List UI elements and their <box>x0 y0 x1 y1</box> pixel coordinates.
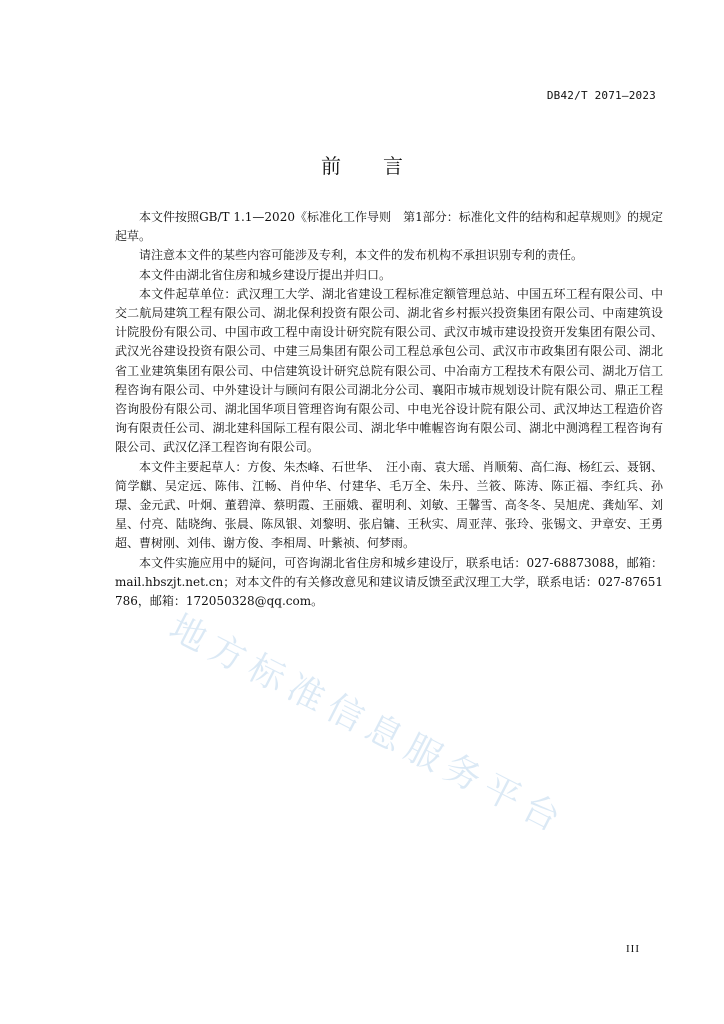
page-title: 前言 <box>321 154 445 178</box>
standard-number: DB42/T 2071—2023 <box>546 89 656 102</box>
page-number: III <box>626 943 640 955</box>
paragraph-drafting-units: 本文件起草单位：武汉理工大学、湖北省建设工程标准定额管理总站、中国五环工程有限公司、中交二航局建筑工程有限公司、湖北保利投资有限公司、湖北省乡村振兴投资集团有限公司、中南建筑设计院股份有限公司、中国市政工程中南设计研究院有限公司、武汉市城市建设投资开发集团有限公司、武汉光谷建设投资有限公司、中建三局集团有限公司工程总承包公司、武汉市市政集团有限公司、湖北省工业建筑集团有限公司、中信建筑设计研究总院有限公司、中冶南方工程技术有限公司、湖北万信工程咨询有限公司、中外建设计与顾问有限公司湖北分公司、襄阳市城市规划设计院有限公司、鼎正工程咨询股份有限公司、湖北国华项目管理咨询有限公司、中电光谷设计院有限公司、武汉坤达工程造价咨询有限责任公司、湖北建科国际工程有限公司、湖北华中帷幄咨询有限公司、湖北中测鸿程工程咨询有限公司、武汉亿泽工程咨询有限公司。 <box>115 286 663 455</box>
paragraph-contact: 本文件实施应用中的疑问，可咨询湖北省住房和城乡建设厅，联系电话：027-68873088，邮箱：mail.hbszjt.net.cn；对本文件的有关修改意见和建议请反馈至武汉理工大学，联系电话：027-87651786，邮箱：172050328@qq.com。 <box>115 555 663 609</box>
paragraph-drafting-rules: 本文件按照GB/T 1.1—2020《标准化工作导则 第1部分：标准化文件的结构和起草规则》的规定起草。 <box>115 210 663 244</box>
paragraph-proposer: 本文件由湖北省住房和城乡建设厅提出并归口。 <box>139 267 392 282</box>
foreword-body <box>115 208 663 611</box>
paragraph-patent-notice: 请注意本文件的某些内容可能涉及专利，本文件的发布机构不承担识别专利的责任。 <box>139 248 584 263</box>
paragraph-drafters: 本文件主要起草人：方俊、朱杰峰、石世华、 汪小南、袁大瑶、肖顺菊、高仁海、杨红云、聂钢、简学麒、吴定远、陈伟、江畅、肖仲华、付建华、毛万全、朱丹、兰筱、陈涛、陈正福、李红兵、孙璟、金元武、叶炯、董碧漳、蔡明霞、王丽娥、翟明利、刘敏、王馨雪、高冬冬、吴旭虎、龚灿军、刘星、付亮、陆晓绚、张晨、陈凤银、刘黎明、张启镛、王秋实、周亚萍、张玲、张锡文、尹章安、王勇超、曹树刚、刘伟、谢方俊、李相周、叶紫祯、何梦雨。 <box>115 459 663 551</box>
watermark: 地方标准信息服务平台 <box>162 607 574 844</box>
